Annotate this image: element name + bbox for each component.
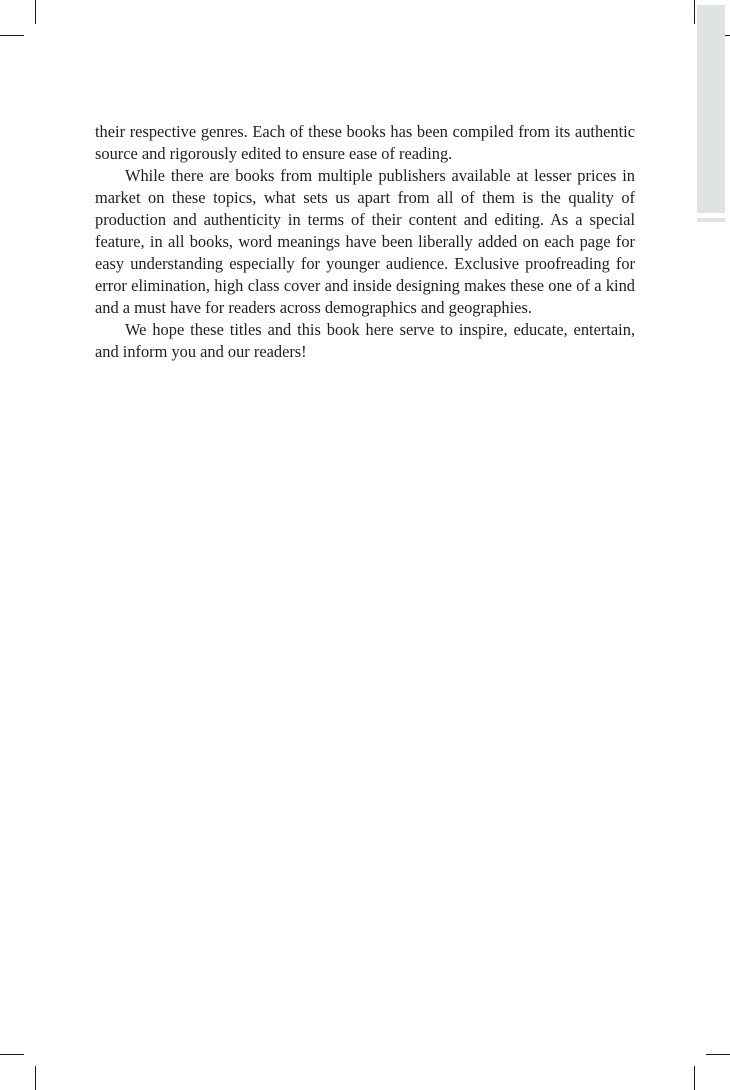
- body-text: [95, 121, 635, 363]
- crop-mark-bottom-right-vertical: [694, 1066, 695, 1090]
- crop-mark-bottom-left-vertical: [35, 1066, 36, 1090]
- crop-mark-top-left-horizontal: [0, 35, 24, 36]
- paragraph-publishers: While there are books from multiple publishers available at lesser prices in market on these topics, what sets us apart from all of them is the quality of production and authenticity in terms of their content and editing. As a special feature, in all books, word meanings have been liberally added on each page for easy understanding especially for younger audience. Exclusive proofreading for error elimination, high class cover and inside designing makes these one of a kind and a must have for readers across demographics and geographies.: [95, 166, 635, 317]
- crop-mark-top-left-vertical: [35, 0, 36, 24]
- paragraph-continuation: their respective genres. Each of these books has been compiled from its authentic source and rigorously edited to ensure ease of reading.: [95, 122, 635, 163]
- paragraph-closing: We hope these titles and this book here serve to inspire, educate, entertain, and inform you and our readers!: [95, 320, 635, 361]
- crop-mark-bottom-left-horizontal: [0, 1054, 24, 1055]
- crop-mark-bottom-right-horizontal: [706, 1054, 730, 1055]
- edge-thumb-tab-rule: [697, 218, 725, 222]
- crop-mark-top-right-vertical: [694, 0, 695, 24]
- edge-thumb-tab: [697, 5, 725, 213]
